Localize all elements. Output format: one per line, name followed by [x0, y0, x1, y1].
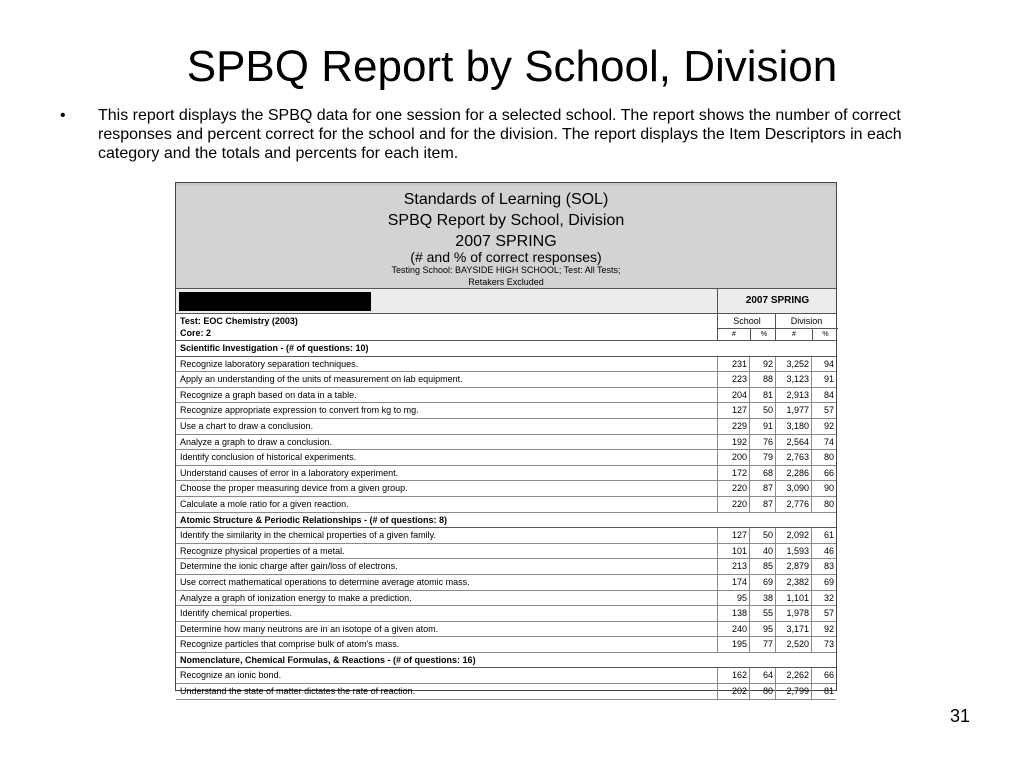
item-descriptor: Recognize appropriate expression to convert from kg to mg. [180, 405, 419, 416]
category-title: Nomenclature, Chemical Formulas, & Reactions - (# of questions: 16) [180, 654, 476, 665]
item-descriptor: Recognize laboratory separation techniques. [180, 358, 359, 369]
category-row [176, 653, 836, 669]
school-percent-cell: 87 [749, 497, 775, 512]
table-row [176, 419, 836, 435]
item-descriptor: Understand the state of matter dictates the rate of reaction. [180, 686, 416, 697]
division-count-cell: 1,593 [775, 544, 811, 559]
item-descriptor: Identify chemical properties. [180, 608, 293, 619]
division-count-cell: 2,776 [775, 497, 811, 512]
division-count-cell: 2,799 [775, 684, 811, 699]
item-descriptor: Recognize particles that comprise bulk of atom's mass. [180, 639, 400, 650]
table-row [176, 591, 836, 607]
school-percent-cell: 87 [749, 481, 775, 496]
division-percent-cell: 80 [811, 497, 836, 512]
division-percent-cell: 46 [811, 544, 836, 559]
school-percent-cell: 68 [749, 466, 775, 481]
session-label: 2007 SPRING [717, 289, 837, 313]
division-count-cell: 2,879 [775, 559, 811, 574]
division-count-cell: 3,123 [775, 372, 811, 387]
division-percent-cell: 69 [811, 575, 836, 590]
school-percent-cell: 64 [749, 668, 775, 683]
division-percent-cell: 90 [811, 481, 836, 496]
division-count-cell: 2,564 [775, 435, 811, 450]
item-descriptor: Analyze a graph to draw a conclusion. [180, 436, 333, 447]
division-percent-cell: 84 [811, 388, 836, 403]
division-count-cell: 2,262 [775, 668, 811, 683]
school-percent-cell: 69 [749, 575, 775, 590]
division-column-header: Division [790, 316, 823, 326]
test-name: Test: EOC Chemistry (2003) [180, 316, 298, 326]
school-count-cell: 240 [717, 622, 749, 637]
school-percent-cell: 79 [749, 450, 775, 465]
item-descriptor: Calculate a mole ratio for a given reaction. [180, 498, 349, 509]
table-row [176, 481, 836, 497]
school-percent-header: % [750, 328, 777, 341]
division-percent-cell: 57 [811, 606, 836, 621]
school-percent-cell: 91 [749, 419, 775, 434]
division-count-cell: 2,763 [775, 450, 811, 465]
category-row [176, 513, 836, 529]
division-percent-cell: 66 [811, 668, 836, 683]
school-column-header: School [733, 316, 761, 326]
school-count-cell: 127 [717, 528, 749, 543]
school-count-cell: 95 [717, 591, 749, 606]
division-count-cell: 2,382 [775, 575, 811, 590]
school-percent-cell: 92 [749, 357, 775, 372]
division-percent-cell: 80 [811, 450, 836, 465]
table-row [176, 684, 836, 700]
division-percent-cell: 92 [811, 622, 836, 637]
division-percent-cell: 32 [811, 591, 836, 606]
school-count-cell: 172 [717, 466, 749, 481]
school-percent-cell: 55 [749, 606, 775, 621]
page-number: 31 [949, 706, 970, 726]
school-percent-cell: 50 [749, 528, 775, 543]
item-descriptor: Recognize a graph based on data in a table. [180, 389, 357, 400]
test-info [180, 314, 710, 339]
school-count-cell: 127 [717, 403, 749, 418]
school-count-cell: 220 [717, 481, 749, 496]
division-count-cell: 3,252 [775, 357, 811, 372]
table-row [176, 559, 836, 575]
school-percent-cell: 77 [749, 637, 775, 652]
school-percent-cell: 85 [749, 559, 775, 574]
division-percent-cell: 83 [811, 559, 836, 574]
item-descriptor: Recognize an ionic bond. [180, 670, 282, 681]
school-percent-cell: 81 [749, 388, 775, 403]
session-row [176, 289, 836, 314]
item-descriptor: Apply an understanding of the units of measurement on lab equipment. [180, 374, 463, 385]
division-count-cell: 1,978 [775, 606, 811, 621]
report-header-line: (# and % of correct responses) [410, 249, 602, 265]
item-descriptor: Use correct mathematical operations to determine average atomic mass. [180, 576, 470, 587]
test-row [176, 314, 836, 341]
division-count-cell: 3,180 [775, 419, 811, 434]
table-row [176, 544, 836, 560]
division-count-cell: 3,090 [775, 481, 811, 496]
school-count-cell: 223 [717, 372, 749, 387]
division-percent-cell: 73 [811, 637, 836, 652]
bullet-icon: • [60, 107, 66, 124]
school-column-group [717, 314, 776, 340]
slide-title: SPBQ Report by School, Division [186, 42, 838, 91]
division-count-cell: 2,286 [775, 466, 811, 481]
school-count-cell: 195 [717, 637, 749, 652]
school-percent-cell: 40 [749, 544, 775, 559]
report-image [175, 182, 837, 697]
division-percent-cell: 57 [811, 403, 836, 418]
bullet-text: This report displays the SPBQ data for one session for a selected school. The report shows the number of correct responses and percent correct for the school and for the division. The report displays the Item Descriptors in each category and the totals and percents for each item. [98, 107, 902, 162]
school-count-cell: 213 [717, 559, 749, 574]
item-descriptor: Identify conclusion of historical experiments. [180, 452, 357, 463]
category-title: Scientific Investigation - (# of questions: 10) [180, 343, 369, 353]
division-count-cell: 1,101 [775, 591, 811, 606]
table-row [176, 528, 836, 544]
division-percent-cell: 66 [811, 466, 836, 481]
report-header-line: 2007 SPRING [455, 233, 557, 250]
school-count-header: # [718, 328, 750, 341]
school-count-cell: 229 [717, 419, 749, 434]
table-row [176, 668, 836, 684]
table-row [176, 497, 836, 513]
school-count-cell: 200 [717, 450, 749, 465]
table-row [176, 403, 836, 419]
item-descriptor: Identify the similarity in the chemical properties of a given family. [180, 530, 436, 541]
division-count-header: # [776, 328, 812, 341]
report-table [176, 341, 836, 700]
division-percent-cell: 94 [811, 357, 836, 372]
school-count-cell: 220 [717, 497, 749, 512]
core-label: Core: 2 [180, 328, 212, 338]
division-count-cell: 2,520 [775, 637, 811, 652]
division-count-cell: 3,171 [775, 622, 811, 637]
category-row [176, 341, 836, 357]
school-count-cell: 162 [717, 668, 749, 683]
table-row [176, 357, 836, 373]
school-percent-cell: 50 [749, 403, 775, 418]
school-count-cell: 202 [717, 684, 749, 699]
school-count-cell: 174 [717, 575, 749, 590]
table-row [176, 575, 836, 591]
school-percent-cell: 88 [749, 372, 775, 387]
table-row [176, 435, 836, 451]
division-count-cell: 2,092 [775, 528, 811, 543]
table-row [176, 606, 836, 622]
division-count-cell: 2,913 [775, 388, 811, 403]
item-descriptor: Analyze a graph of ionization energy to make a prediction. [180, 592, 412, 603]
table-row [176, 388, 836, 404]
division-percent-cell: 74 [811, 435, 836, 450]
table-row [176, 372, 836, 388]
division-percent-cell: 91 [811, 372, 836, 387]
category-title: Atomic Structure & Periodic Relationships - (# of questions: 8) [180, 514, 448, 525]
table-row [176, 622, 836, 638]
school-count-cell: 231 [717, 357, 749, 372]
school-percent-cell: 80 [749, 684, 775, 699]
division-percent-cell: 92 [811, 419, 836, 434]
report-header-line: Testing School: BAYSIDE HIGH SCHOOL; Test: All Tests; [391, 265, 621, 275]
school-count-cell: 101 [717, 544, 749, 559]
report-header-line: Retakers Excluded [468, 277, 544, 287]
item-descriptor: Recognize physical properties of a metal. [180, 545, 345, 556]
report-header [176, 186, 836, 289]
division-column-group [775, 314, 837, 340]
item-descriptor: Determine the ionic charge after gain/loss of electrons. [180, 561, 398, 572]
school-percent-cell: 38 [749, 591, 775, 606]
school-count-cell: 192 [717, 435, 749, 450]
division-percent-cell: 81 [811, 684, 836, 699]
table-row [176, 466, 836, 482]
report-header-line: SPBQ Report by School, Division [387, 212, 625, 229]
school-percent-cell: 95 [749, 622, 775, 637]
item-descriptor: Choose the proper measuring device from a given group. [180, 483, 408, 494]
school-count-cell: 138 [717, 606, 749, 621]
redacted-block [179, 292, 371, 311]
division-count-cell: 1,977 [775, 403, 811, 418]
item-descriptor: Use a chart to draw a conclusion. [180, 420, 314, 431]
division-percent-header: % [812, 328, 838, 341]
item-descriptor: Determine how many neutrons are in an isotope of a given atom. [180, 623, 439, 634]
division-percent-cell: 61 [811, 528, 836, 543]
table-row [176, 637, 836, 653]
report-header-line: Standards of Learning (SOL) [403, 191, 609, 208]
item-descriptor: Understand causes of error in a laboratory experiment. [180, 467, 399, 478]
table-row [176, 450, 836, 466]
school-count-cell: 204 [717, 388, 749, 403]
school-percent-cell: 76 [749, 435, 775, 450]
